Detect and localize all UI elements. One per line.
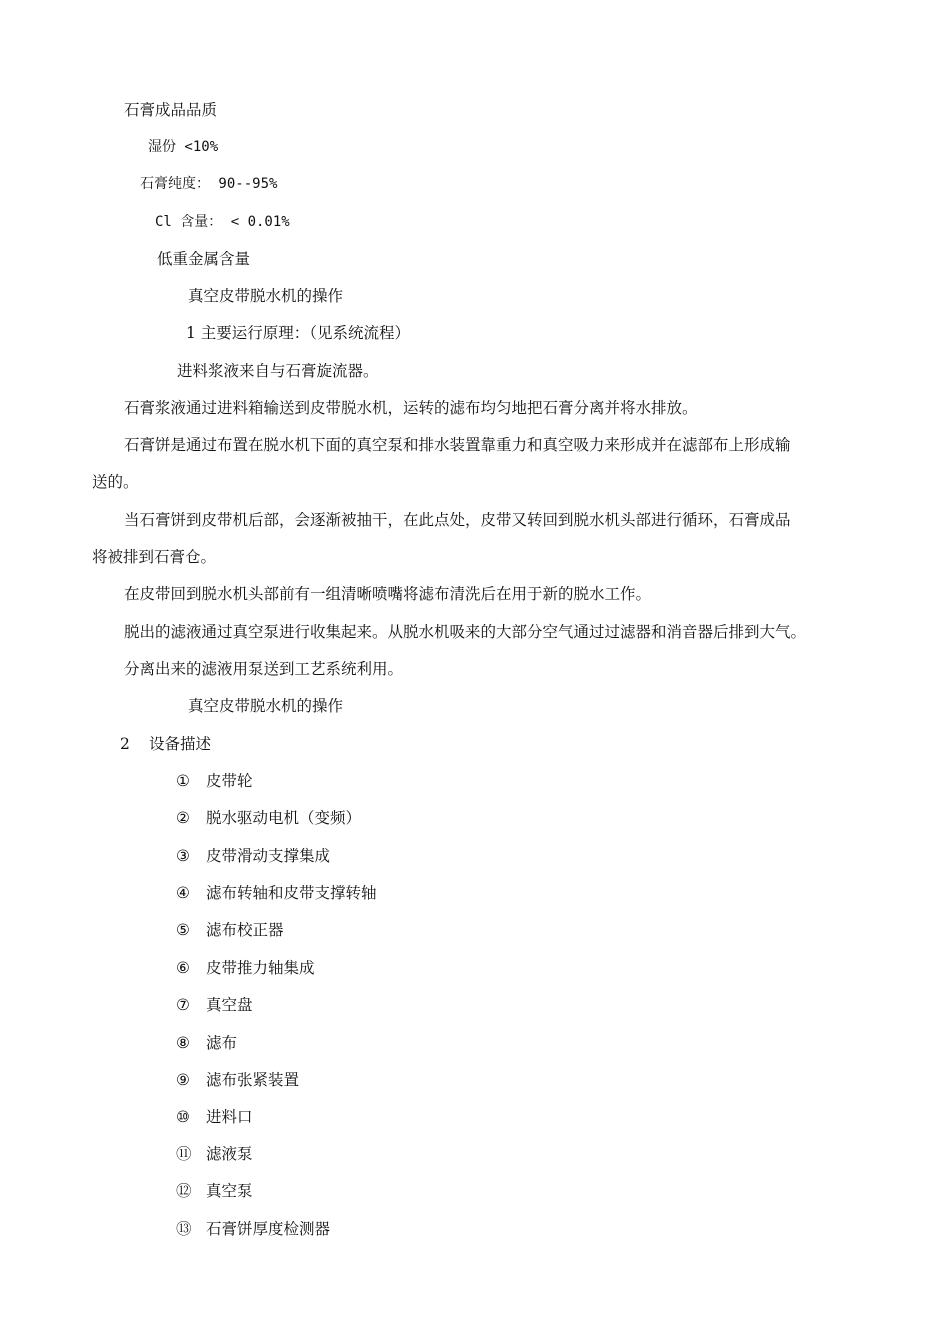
section1-paragraph-2: 石膏浆液通过进料箱输送到皮带脱水机，运转的滤布均匀地把石膏分离并将水排放。 <box>124 399 698 417</box>
section1-paragraph-7: 分离出来的滤液用泵送到工艺系统利用。 <box>124 660 404 678</box>
list-item: ② 脱水驱动电机（变频） <box>176 809 362 827</box>
quality-heading: 石膏成品品质 <box>124 101 218 119</box>
section1-paragraph-6: 脱出的滤液通过真空泵进行收集起来。从脱水机吸来的大部分空气通过过滤器和消音器后排到大气。 <box>124 623 807 641</box>
quality-moisture: 湿份 <10% <box>148 139 219 155</box>
section1-paragraph-5: 在皮带回到脱水机头部前有一组清晰喷嘴将滤布清洗后在用于新的脱水工作。 <box>124 585 652 603</box>
list-item: ⑬ 石膏饼厚度检测器 <box>176 1220 331 1238</box>
list-item: ⑩ 进料口 <box>176 1108 253 1126</box>
section2-title: 真空皮带脱水机的操作 <box>188 697 344 715</box>
quality-chlorine: Cl 含量： < 0.01% <box>155 214 290 230</box>
list-item: ⑥ 皮带推力轴集成 <box>176 959 315 977</box>
section1-paragraph-1: 进料浆液来自与石膏旋流器。 <box>177 362 379 380</box>
section1-subtitle: 1 主要运行原理：（见系统流程） <box>186 324 411 342</box>
section2-heading: 设备描述 <box>149 735 212 753</box>
section1-title: 真空皮带脱水机的操作 <box>188 287 344 305</box>
list-item: ⑦ 真空盘 <box>176 996 253 1014</box>
quality-purity: 石膏纯度： 90--95% <box>140 176 278 192</box>
list-item: ⑨ 滤布张紧装置 <box>176 1071 300 1089</box>
quality-heavy-metal: 低重金属含量 <box>157 250 251 268</box>
section1-paragraph-4-line-2: 将被排到石膏仓。 <box>92 548 217 566</box>
list-item: ③ 皮带滑动支撑集成 <box>176 847 331 865</box>
list-item: ① 皮带轮 <box>176 772 253 790</box>
list-item: ⑤ 滤布校正器 <box>176 921 284 939</box>
list-item: ⑧ 滤布 <box>176 1034 238 1052</box>
list-item: ⑫ 真空泵 <box>176 1182 253 1200</box>
list-item: ⑪ 滤液泵 <box>176 1145 253 1163</box>
section1-paragraph-3-line-2: 送的。 <box>92 473 139 491</box>
section1-paragraph-3-line-1: 石膏饼是通过布置在脱水机下面的真空泵和排水装置靠重力和真空吸力来形成并在滤部布上形成输 <box>124 436 791 454</box>
section1-paragraph-4-line-1: 当石膏饼到皮带机后部，会逐渐被抽干，在此点处，皮带又转回到脱水机头部进行循环，石膏成品 <box>124 511 791 529</box>
list-item: ④ 滤布转轴和皮带支撑转轴 <box>176 884 377 902</box>
section2-number: 2 <box>120 735 130 753</box>
